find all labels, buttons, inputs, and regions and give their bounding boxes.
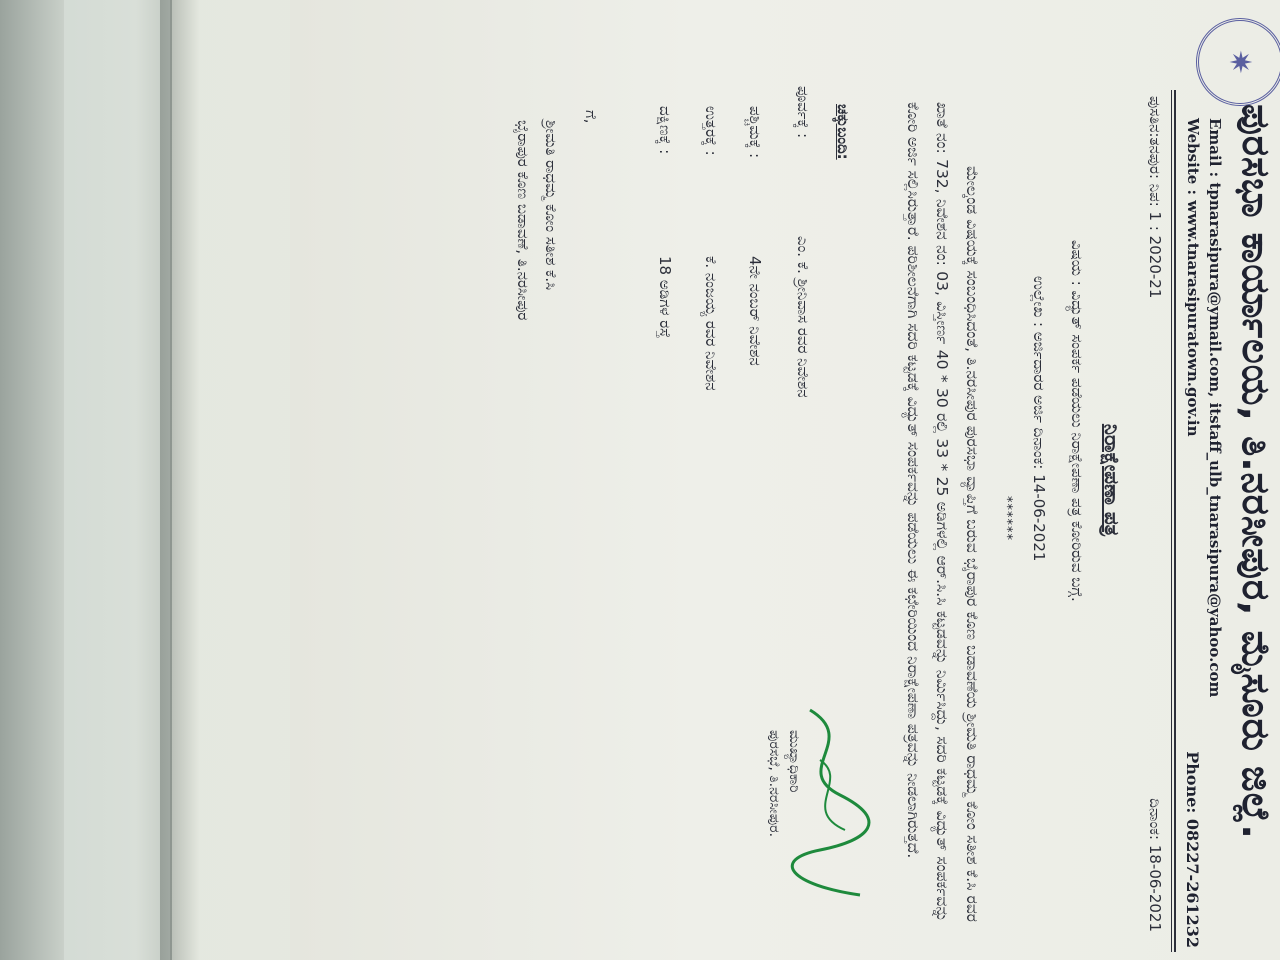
boundary-row	[702, 106, 720, 391]
signatory-office: ಪುರಸಭೆ, ತಿ.ನರಸೀಪುರ.	[766, 730, 782, 838]
boundary-label: ಉತ್ತರಕ್ಕೆ :	[702, 106, 720, 156]
recipient-to-label: ಗೆ,	[582, 110, 600, 124]
reference-number: ಪುಸತಿನ:ತನಪುರ: ನಿಪ: 1 : 2020-21	[1146, 96, 1164, 299]
letter-subject: ವಿಷಯ : ವಿದ್ಯುತ್ ಸಂಪರ್ಕ ಪಡೆಯಲು ನಿರಾಕ್ಷೇಪಣಾ ಪತ್ರ ಕೋರಿರುವ ಬಗ್ಗೆ.	[1068, 240, 1086, 602]
letterhead-divider	[1174, 90, 1176, 952]
separator-stars: ******	[999, 496, 1014, 541]
signatory-title	[764, 730, 804, 837]
letter-date: ದಿನಾಂಕ: 18-06-2021	[1146, 798, 1164, 932]
letterhead-divider-thin	[1171, 90, 1172, 952]
boundaries-heading: ಚಕ್ಕುಬಂದಿ:	[834, 104, 852, 160]
boundary-label: ದಕ್ಷಿಣಕ್ಕೆ :	[656, 106, 674, 155]
boundary-row	[746, 106, 764, 366]
emblem-seal-icon: ✷	[1196, 18, 1280, 106]
page-shadow	[160, 0, 200, 960]
signatory-designation: ಮುಖ್ಯಾಧಿಕಾರಿ	[786, 730, 802, 793]
website-line: Website : www.tnarasipuratown.gov.in	[1184, 118, 1202, 437]
letter-reference: ಉಲ್ಲೇಖ : ಅರ್ಜಿದಾರರ ಅರ್ಜಿ ದಿನಾಂಕ: 14-06-2021	[1030, 276, 1048, 562]
recipient-name: ಶ್ರೀಮತಿ ರಾಧಮ್ಮ ಕೋಂ ಸತೀಶ ಕೆ.ಸಿ	[542, 120, 560, 291]
boundary-row	[656, 106, 674, 338]
letter-body	[898, 102, 987, 922]
letter-body-text: ಮೇಲ್ಕಂಡ ವಿಷಯಕ್ಕೆ ಸಂಬಂಧಿಸಿದಂತೆ, ತಿ.ನರಸೀಪುರ ಪುರಸಭಾ ವ್ಯಾಪ್ತಿಗೆ ಬರುವ ಭೈರಾಪುರ ಕೊಣ ಬಡಾವಣೆಯ ಶ್ರೀಮತಿ ರಾಧಮ್ಮ ಕೋಂ ಸತೀಶ ಕೆ.ಸಿ ರವರ ಖಾತೆ ನಂ: 732, ನಿವೇಶನ ನಂ: 03, ವಿಸ್ತೀರ್ಣ 40 * 30 ರಲ್ಲಿ 33 * 25 ಅಡಿಗಳಲ್ಲಿ ಆರ್.ಸಿ.ಸಿ ಕಟ್ಟಡವನ್ನು ನಿರ್ಮಿಸಿದ್ದು, ಸದರಿ ಕಟ್ಟಡಕ್ಕೆ ವಿದ್ಯುತ್ ಸಂಪರ್ಕವನ್ನು ಕೋರಿ ಅರ್ಜಿ ಸಲ್ಲಿಸಿರುತ್ತಾರೆ. ಪರಿಶೀಲನೆಗಾಗಿ ಸದರಿ ಕಟ್ಟಡಕ್ಕೆ ವಿದ್ಯುತ್ ಸಂಪರ್ಕವನ್ನು ಪಡೆಯಲು ಈ ಕಛೇರಿಯಿಂದ ನಿರಾಕ್ಷೇಪಣಾ ಪತ್ರವನ್ನು ನೀಡಲಾಗಿರುತ್ತದೆ.	[904, 102, 981, 922]
boundary-label: ಪಶ್ಚಿಮಕ್ಕೆ :	[746, 106, 764, 159]
boundary-value: ಎಂ. ಕೆ. ಶ್ರೀನಿವಾಸ ರವರ ನಿವೇಶನ	[794, 236, 812, 398]
letter-title: ನಿರಾಕ್ಷೇಪಣಾ ಪತ್ರ	[1100, 423, 1124, 537]
page-fold	[0, 0, 64, 960]
boundary-value: 4ನೇ ನಂಬರ್ ನಿವೇಶನ	[746, 256, 764, 366]
phone-number: Phone: 08227-261232	[1183, 751, 1202, 948]
document-sheet	[290, 0, 1280, 960]
recipient-address: ಭೈರಾಪುರ ಕೊಣ ಬಡಾವಣೆ, ತಿ.ನರಸೀಪುರ	[514, 120, 532, 321]
boundary-value: 18 ಅಡಿಗಳ ರಸ್ತೆ	[656, 256, 674, 338]
boundary-value: ಕೆ. ನಂಜಯ್ಯ ರವರ ನಿವೇಶನ	[702, 256, 720, 391]
boundary-label: ಪೂರ್ವಕ್ಕೆ :	[794, 86, 812, 139]
document-viewport	[160, 0, 1280, 960]
email-line: Email : tpnarasipura@ymail.com, itstaff_ulb_tnarasipura@yahoo.com	[1206, 118, 1224, 698]
organization-name: ಪುರಸಭಾ ಕಾರ್ಯಾಲಯ, ತಿ.ನರಸೀಪುರ, ಮೈಸೂರು ಜಿಲ್ಲೆ.	[1234, 104, 1278, 840]
boundary-row	[794, 86, 812, 398]
